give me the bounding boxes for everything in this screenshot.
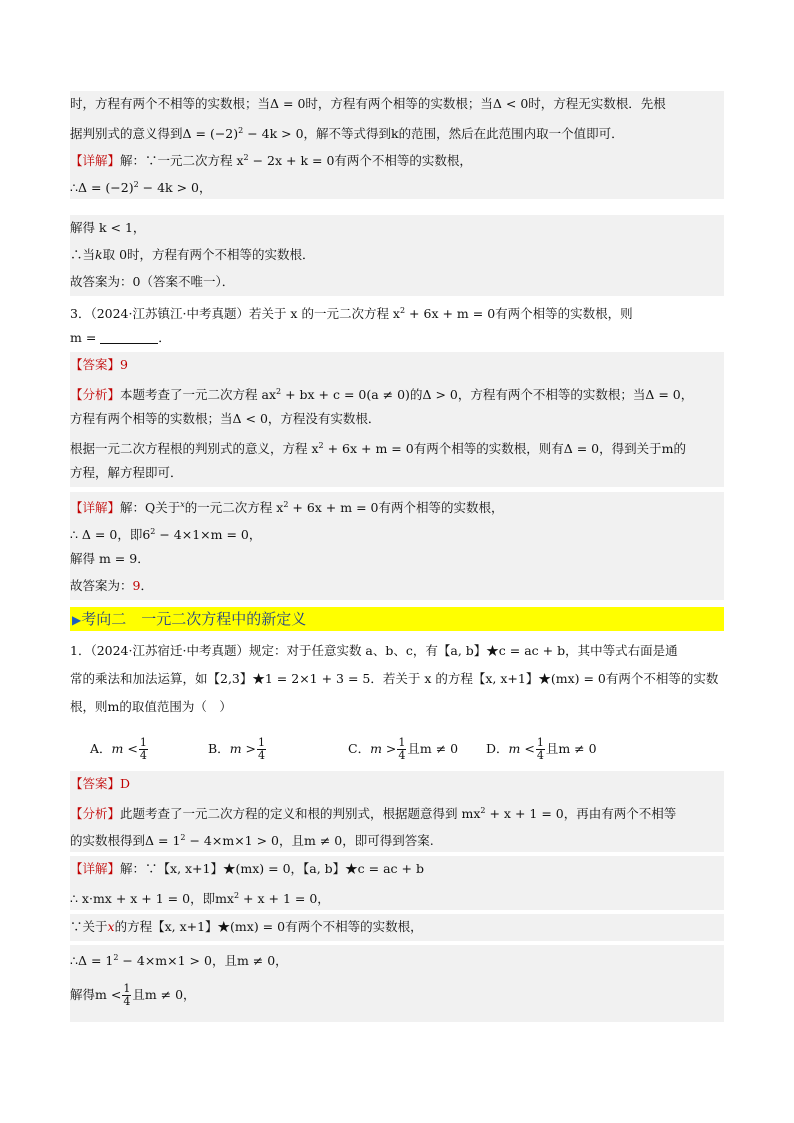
- line-text: 据判别式的意义得到Δ =: [70, 126, 210, 141]
- line-text: 且m ≠ 0，: [132, 987, 196, 1002]
- superscript: 2: [276, 387, 282, 396]
- option-expr: m <: [508, 741, 535, 756]
- detail-line: [70, 573, 724, 600]
- section-heading: [70, 607, 724, 631]
- option-label: A．: [90, 741, 112, 756]
- fraction-denominator: 4: [139, 749, 147, 762]
- answer-line: [70, 352, 724, 379]
- option-b: [208, 734, 267, 764]
- detail-line: [70, 856, 724, 883]
- section-title: 考向二 一元二次方程中的新定义: [81, 610, 307, 628]
- fraction-numerator: 1: [258, 736, 265, 749]
- line-text: ∴ x·mx + x + 1 = 0，即mx: [70, 891, 234, 906]
- superscript: 2: [318, 441, 324, 450]
- line-text: ∴ Δ = 0，即6: [70, 527, 151, 542]
- superscript: 2: [133, 180, 139, 189]
- detail-tag: 【详解】: [70, 153, 121, 168]
- question-line: [70, 325, 724, 352]
- text-line: [70, 172, 724, 199]
- line-text: − 4×1×m = 0，: [155, 527, 262, 542]
- fraction: [139, 737, 148, 762]
- analysis-tag: 【分析】: [70, 387, 121, 402]
- line-text: 解得 k < 1，: [70, 220, 146, 235]
- line-text: 方程有两个相等的实数根；当Δ < 0，方程没有实数根．: [70, 411, 381, 426]
- fraction-denominator: 4: [123, 995, 131, 1008]
- question-text: 3．（2024·江苏镇江·中考真题）若关于 x 的一元二次方程 x: [70, 306, 400, 321]
- line-text: + bx + c = 0(a ≠ 0)的Δ > 0，方程有两个不相等的实数根；当Δ = 0，: [281, 387, 694, 402]
- option-condition: 且m ≠ 0: [545, 741, 597, 756]
- option-expr: m <: [111, 741, 138, 756]
- line-text: 取 0时，方程有两个不相等的实数根．: [102, 247, 315, 262]
- math-var: x: [180, 500, 185, 509]
- question-line: [70, 694, 724, 721]
- line-text: 解：∵一元二次方程 x: [120, 153, 244, 168]
- analysis-line: [70, 798, 724, 825]
- detail-line: [70, 914, 724, 941]
- text-line: [70, 91, 724, 118]
- answer-value: D: [120, 776, 131, 791]
- text-line: [70, 118, 724, 145]
- line-text: ∵关于: [70, 919, 108, 934]
- answer-line: [70, 771, 724, 798]
- superscript: 2: [243, 153, 249, 162]
- triangle-icon: ▶: [72, 613, 82, 627]
- option-label: B．: [208, 741, 230, 756]
- line-text: 解：Q关于: [120, 500, 181, 515]
- option-d: [486, 734, 597, 764]
- line-text: 本题考查了一元二次方程 ax: [120, 387, 276, 402]
- detail-line: [70, 883, 724, 910]
- question-text: 常的乘法和加法运算，如【2,3】★1 = 2×1 + 3 = 5．若关于 x 的方程【x, x+1】★(mx) = 0有两个不相等的实数: [70, 671, 719, 686]
- text-line: [70, 215, 724, 242]
- superscript: 2: [180, 833, 186, 842]
- detail-line: [70, 492, 724, 519]
- analysis-line: [70, 825, 724, 852]
- line-text: ∴当: [70, 247, 96, 262]
- answer-tag: 【答案】: [70, 776, 121, 791]
- line-text: − 2x + k = 0有两个不相等的实数根，: [248, 153, 472, 168]
- answer-blank: [100, 329, 158, 344]
- line-text: 故答案为：: [70, 578, 133, 593]
- text-line: [70, 145, 724, 172]
- option-expr: m >: [370, 741, 397, 756]
- line-text: ．: [140, 578, 153, 593]
- option-c: [348, 734, 458, 764]
- detail-tag: 【详解】: [70, 861, 121, 876]
- detail-line: [70, 972, 724, 1022]
- line-text: 的一元二次方程 x: [184, 500, 284, 515]
- analysis-line: [70, 406, 724, 433]
- line-text: ∴Δ =: [70, 180, 106, 195]
- superscript: 2: [283, 500, 289, 509]
- fraction: [397, 737, 406, 762]
- fraction: [122, 983, 131, 1008]
- question-text: ．: [158, 330, 171, 345]
- line-text: 解得 m = 9．: [70, 551, 150, 566]
- fraction: [536, 737, 545, 762]
- math-term: (−2): [105, 180, 134, 195]
- line-text: 时，方程有两个不相等的实数根；当Δ = 0时，方程有两个相等的实数根；当Δ < 0时，方程无实数根．先根: [70, 96, 666, 111]
- question-text: 根，则m的取值范围为（ ）: [70, 699, 232, 714]
- fraction-numerator: 1: [123, 982, 131, 995]
- question-text: + 6x + m = 0有两个相等的实数根，则: [405, 306, 633, 321]
- line-text: 解：∵【x, x+1】★(mx) = 0，【a, b】★c = ac + b: [120, 861, 424, 876]
- line-text: ∴Δ = 1: [70, 953, 114, 968]
- line-text: − 4×m×1 > 0，且m ≠ 0，即可得到答案.: [185, 833, 434, 848]
- superscript: 2: [480, 806, 486, 815]
- line-text: 此题考查了一元二次方程的定义和根的判别式，根据题意得到 mx: [120, 806, 481, 821]
- question-line: [70, 298, 724, 325]
- text-line: [70, 269, 724, 296]
- fraction-numerator: 1: [398, 736, 406, 749]
- math-term: (−2): [209, 126, 239, 141]
- analysis-tag: 【分析】: [70, 806, 121, 821]
- line-text: 的实数根得到Δ = 1: [70, 833, 181, 848]
- detail-tag: 【详解】: [70, 500, 121, 515]
- line-text: 根据一元二次方程根的判别式的意义，方程 x: [70, 441, 319, 456]
- fraction-denominator: 4: [398, 749, 406, 762]
- math-var: x: [107, 919, 115, 934]
- line-text: 的方程【x, x+1】★(mx) = 0有两个不相等的实数根，: [114, 919, 423, 934]
- question-text: m =: [70, 330, 101, 345]
- detail-line: [70, 546, 724, 573]
- text-line: [70, 242, 724, 269]
- fraction-numerator: 1: [536, 736, 544, 749]
- answer-value: 9: [132, 578, 141, 593]
- line-text: − 4k > 0，: [138, 180, 212, 195]
- detail-line: [70, 945, 724, 972]
- line-text: − 4×m×1 > 0，且m ≠ 0，: [118, 953, 288, 968]
- line-text: 解得m <: [70, 987, 122, 1002]
- option-label: C．: [348, 741, 371, 756]
- detail-line: [70, 519, 724, 546]
- superscript: 2: [238, 126, 244, 135]
- line-text: − 4k > 0，解不等式得到k的范围，然后在此范围内取一个值即可．: [243, 126, 624, 141]
- superscript: 2: [233, 891, 240, 900]
- line-text: + x + 1 = 0，: [239, 891, 330, 906]
- line-text: + 6x + m = 0有两个相等的实数根，: [288, 500, 504, 515]
- line-text: + 6x + m = 0有两个相等的实数根，则有Δ = 0，得到关于m的: [323, 441, 686, 456]
- question-text: 1．（2024·江苏宿迁·中考真题）规定：对于任意实数 a、b、c，有【a, b】★c = ac + b，其中等式右面是通: [70, 643, 678, 658]
- answer-tag: 【答案】: [70, 357, 121, 372]
- analysis-line: [70, 460, 724, 487]
- fraction-denominator: 4: [536, 749, 544, 762]
- option-a: [90, 734, 149, 764]
- superscript: 2: [150, 527, 156, 536]
- line-text: 故答案为：0（答案不唯一）．: [70, 274, 235, 289]
- fraction-denominator: 4: [258, 749, 265, 762]
- superscript: 2: [399, 306, 406, 315]
- question-line: [70, 666, 724, 693]
- option-condition: 且m ≠ 0: [407, 741, 459, 756]
- fraction-numerator: 1: [139, 736, 147, 749]
- math-var: k: [95, 247, 103, 262]
- superscript: 2: [113, 953, 119, 962]
- option-label: D．: [486, 741, 509, 756]
- answer-value: 9: [120, 357, 128, 372]
- line-text: 方程，解方程即可．: [70, 465, 183, 480]
- option-expr: m >: [229, 741, 256, 756]
- question-line: [70, 638, 724, 665]
- fraction: [257, 737, 266, 762]
- analysis-line: [70, 433, 724, 460]
- line-text: + x + 1 = 0，再由有两个不相等: [485, 806, 677, 821]
- analysis-line: [70, 379, 724, 406]
